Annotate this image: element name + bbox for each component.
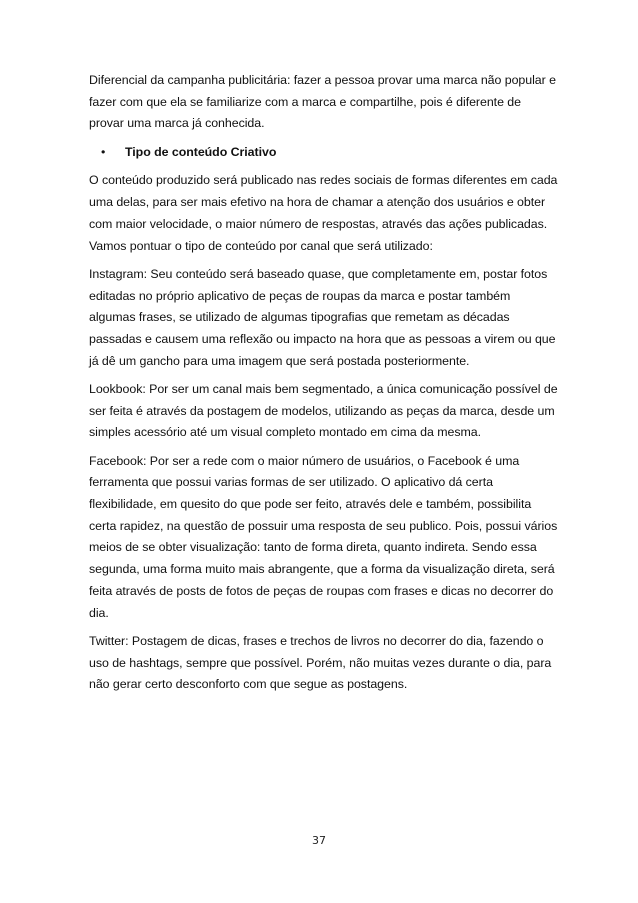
paragraph-campaign-differential: Diferencial da campanha publicitária: fazer a pessoa provar uma marca não popular e fazer com que ela se familiarize com a marca e compartilhe, pois é diferente de provar uma marca já conhecida. — [89, 73, 556, 131]
paragraph-facebook: Facebook: Por ser a rede com o maior número de usuários, o Facebook é uma ferramenta que possui varias formas de ser utilizado. O aplicativo dá certa flexibilidade, em quesito do que pode ser feito, através dele e também, possibilita certa rapidez, na questão de possuir uma resposta de seu publico. Pois, possui vários meios de se obter visualização: tanto de forma direta, quanto indireta. Sendo essa segunda, uma forma muito mais abrangente, que a forma da visualização direta, será feita através de posts de fotos de peças de roupas com frases e dicas no decorrer do dia. — [89, 453, 558, 620]
section-heading: Tipo de conteúdo Criativo — [125, 145, 277, 160]
paragraph-twitter: Twitter: Postagem de dicas, frases e trechos de livros no decorrer do dia, fazendo o uso de hashtags, sempre que possível. Porém, não muitas vezes durante o dia, para não gerar certo desconforto com que segue as postagens. — [89, 633, 552, 692]
paragraph-instagram: Instagram: Seu conteúdo será baseado quase, que completamente em, postar fotos editadas no próprio aplicativo de peças de roupas da marca e postar também algumas frases, se utilizado de algumas tipografias que remetam as décadas passadas e causem uma reflexão ou impacto na hora que as pessoas a virem ou que já dê um gancho para uma imagem que será postada posteriormente. — [89, 266, 556, 368]
paragraph-content-intro: O conteúdo produzido será publicado nas redes sociais de formas diferentes em cada uma delas, para ser mais efetivo na hora de chamar a atenção dos usuários e obter com maior velocidade, o maior número de respostas, através das ações publicadas. Vamos pontuar o tipo de conteúdo por canal que será utilizado: — [89, 173, 558, 253]
paragraph-lookbook: Lookbook: Por ser um canal mais bem segmentado, a única comunicação possível de ser feita é através da postagem de modelos, utilizando as peças da marca, desde um simples acessório até um visual completo montado em cima da mesma. — [89, 381, 558, 440]
page-number: 37 — [312, 834, 326, 847]
bullet-icon: • — [101, 145, 106, 160]
page-body — [89, 70, 559, 703]
bullet-item-content-type — [89, 142, 559, 164]
